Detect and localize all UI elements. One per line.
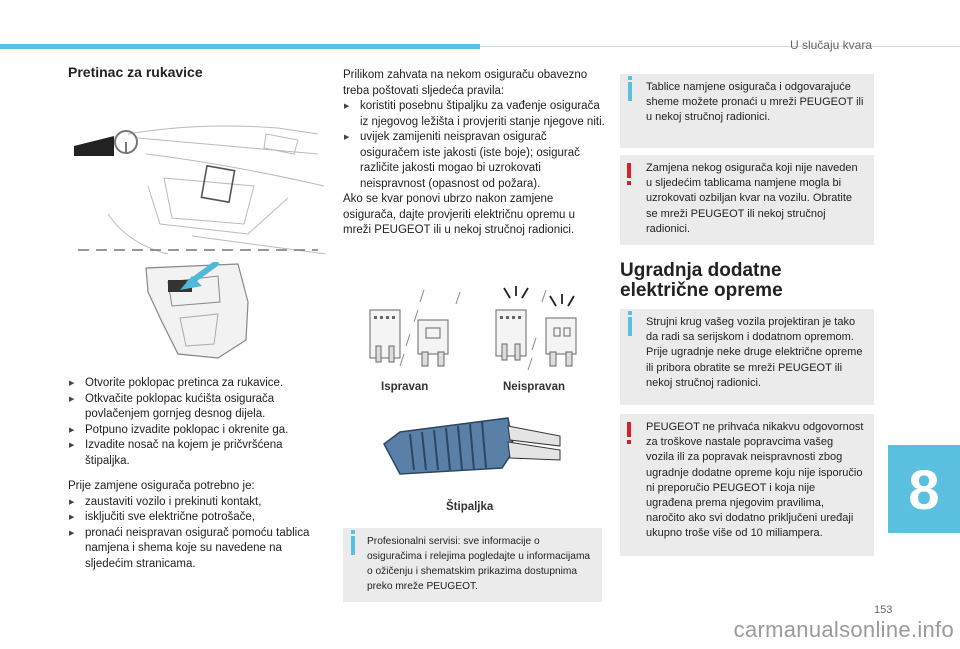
list-item: ▶ pronaći neispravan osigurač pomoću tablica namjena i shema koje su navedene na sljedećim stranicama. <box>68 526 326 573</box>
list-item: ▶ Potpuno izvadite poklopac i okrenite ga. <box>68 423 326 439</box>
info-icon <box>628 82 632 101</box>
watermark: carmanualsonline.info <box>733 617 954 642</box>
header-accent-bar <box>0 44 480 49</box>
info-box-professional <box>343 528 602 602</box>
info-tables-text: Tablice namjene osigurača i odgovarajuće sheme možete pronaći u mreži PEUGEOT ili u nekoj stručnoj radionici. <box>646 81 864 124</box>
accessory-title-line2: električne opreme <box>620 280 783 302</box>
right-column <box>620 74 874 556</box>
fuse-puller-label: Štipaljka <box>446 501 494 513</box>
fuse-good-illustration <box>360 288 470 372</box>
fuse-box-illustration <box>68 262 326 362</box>
accessory-title-line1: Ugradnja dodatne <box>620 260 782 282</box>
fuse-rules-column <box>343 68 605 239</box>
chapter-title: U slučaju kvara <box>789 38 872 52</box>
fuse-good-label: Ispravan <box>381 381 429 393</box>
header-rule <box>480 46 960 47</box>
fuse-puller-illustration <box>380 412 566 482</box>
glovebox-title: Pretinac za rukavice <box>68 64 203 80</box>
info-box-circuit <box>620 309 874 405</box>
chapter-tab: 8 <box>888 445 960 533</box>
accessory-section-title <box>620 261 874 301</box>
info-box-tables <box>620 74 874 148</box>
info-circuit-text-1: Strujni krug vašeg vozila projektiran je tako da radi sa serijskom i dodatnom opremom. <box>646 316 856 344</box>
list-item: ▶ isključiti sve električne potrošače, <box>68 510 326 526</box>
replace-intro: Prije zamjene osigurača potrebno je: <box>68 480 255 492</box>
steering-wheel-icon <box>74 131 137 156</box>
list-item: ▶ Otvorite poklopac pretinca za rukavice. <box>68 376 326 392</box>
info-professional-text: Profesionalni servisi: sve informacije o osiguračima i relejima pogledajte u informacijama o ožičenju i shematskim prikazima dostupnima preko mreže PEUGEOT. <box>367 536 591 592</box>
page-number: 153 <box>874 604 893 616</box>
warn-replace-text: Zamjena nekog osigurača koji nije naveden u sljedećim tablicama namjene mogla bi uzrokovati ozbiljan kvar na vozilu. Obratite se mreži PEUGEOT ili nekoj stručnoj radionici. <box>646 162 858 235</box>
glovebox-column <box>68 64 326 572</box>
rules-outro: Ako se kvar ponovi ubrzo nakon zamjene osigurača, dajte provjeriti električnu opremu u mreži PEUGEOT ili u nekoj stručnoj radionici. <box>343 193 576 236</box>
list-item: ▶ koristiti posebnu štipaljku za vađenje osigurača iz njegovog ležišta i provjeriti stanje njegove niti. <box>343 99 605 130</box>
rules-intro: Prilikom zahvata na nekom osiguraču obavezno treba poštovati sljedeća pravila: <box>343 69 588 97</box>
glovebox-illustration <box>68 94 326 254</box>
fuse-bad-label: Neispravan <box>503 381 566 393</box>
list-item: ▶ zaustaviti vozilo i prekinuti kontakt, <box>68 495 326 511</box>
warning-box-replace <box>620 155 874 245</box>
warning-icon <box>627 422 631 437</box>
fuse-bad-illustration <box>490 286 590 376</box>
rules-list <box>343 99 605 192</box>
list-item: ▶ Otkvačite poklopac kućišta osigurača povlačenjem gornjeg desnog dijela. <box>68 392 326 423</box>
info-icon <box>628 317 632 336</box>
info-icon <box>351 536 355 555</box>
warn-liability-text: PEUGEOT ne prihvaća nikakvu odgovornost za troškove nastale popravcima vašeg vozila ili za popravak neispravnosti zbog ugradnje dodatne opreme koju nije isporučio ni preporučio PEUGEOT i koja nije ugrađena prema njegovim pravilima, naročito ako svi dodatno priključeni uređaji ukupno troše više od 10 miliampera. <box>646 421 864 540</box>
glovebox-steps <box>68 376 326 469</box>
info-circuit-text-2: Prije ugradnje neke druge električne opreme ili pribora obratite se mreži PEUGEOT ili nekoj stručnoj radionici. <box>646 346 863 389</box>
warning-icon <box>627 163 631 178</box>
list-item: ▶ Izvadite nosač na kojem je pričvršćena štipaljka. <box>68 438 326 469</box>
replace-steps <box>68 495 326 573</box>
list-item: ▶ uvijek zamijeniti neispravan osigurač osiguračem iste jakosti (iste boje); osigurač različite jakosti mogao bi uzrokovati neispravnost (opasnost od požara). <box>343 130 605 192</box>
warning-box-liability <box>620 414 874 556</box>
